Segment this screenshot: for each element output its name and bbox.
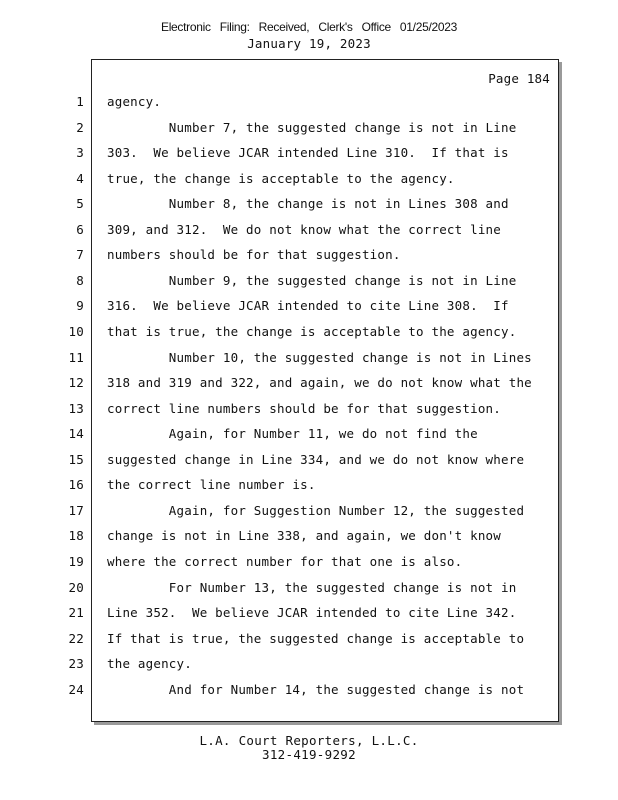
transcript-line [0, 503, 618, 523]
line-number: 10 [68, 324, 84, 339]
line-number: 23 [68, 656, 84, 672]
transcript-line [0, 580, 618, 600]
line-number: 13 [68, 400, 84, 416]
line-number: 18 [68, 528, 84, 544]
line-text: change is not in Line 338, and again, we don't know [107, 528, 502, 544]
line-text: correct line numbers should be for that suggestion. [107, 400, 502, 416]
transcript-line [0, 554, 618, 574]
line-text: numbers should be for that suggestion. [107, 247, 401, 263]
transcript-line [0, 682, 618, 702]
line-text: Again, for Suggestion Number 12, the suggested [107, 502, 525, 518]
line-number: 6 [76, 221, 84, 237]
filing-stamp: Electronic Filing: Received, Clerk's Office 01/25/2023 [160, 20, 457, 34]
transcript-line [0, 605, 618, 625]
line-text: 318 and 319 and 322, and again, we do not know what the [107, 375, 532, 391]
transcript-line [0, 477, 618, 497]
transcript-line [0, 196, 618, 216]
transcript-line [0, 298, 618, 318]
transcript-line [0, 324, 618, 344]
line-number: 22 [68, 630, 84, 646]
transcript-line [0, 375, 618, 395]
transcript-date: January 19, 2023 [247, 36, 371, 51]
line-text: If that is true, the suggested change is acceptable to [107, 630, 525, 646]
line-number: 1 [76, 94, 84, 109]
transcript-line [0, 222, 618, 242]
transcript-line [0, 350, 618, 370]
court-reporter-name: L.A. Court Reporters, L.L.C. [199, 733, 419, 748]
court-reporter-phone: 312-419-9292 [262, 747, 356, 762]
line-number: 17 [68, 502, 84, 518]
line-number: 3 [76, 145, 84, 161]
line-number: 14 [68, 426, 84, 442]
line-text: Number 9, the suggested change is not in Line [107, 272, 517, 288]
transcript-line [0, 631, 618, 651]
line-text: that is true, the change is acceptable to the agency. [107, 324, 517, 339]
line-number: 20 [68, 579, 84, 595]
line-number: 9 [76, 298, 84, 314]
line-number: 19 [68, 553, 84, 569]
line-text: where the correct number for that one is also. [107, 553, 463, 569]
transcript-line [0, 452, 618, 472]
line-text: suggested change in Line 334, and we do not know where [107, 451, 525, 467]
line-text: 303. We believe JCAR intended Line 310. If that is [107, 145, 509, 161]
transcript-line [0, 401, 618, 421]
line-number: 11 [68, 349, 84, 365]
line-text: Again, for Number 11, we do not find the [107, 426, 478, 442]
line-text: agency. [107, 94, 162, 109]
page-number: Page 184 [488, 71, 550, 86]
line-text: For Number 13, the suggested change is not in [107, 579, 517, 595]
line-text: 309, and 312. We do not know what the correct line [107, 221, 502, 237]
line-number: 4 [76, 170, 84, 186]
transcript-line [0, 273, 618, 293]
line-text: the agency. [107, 656, 192, 672]
line-text: true, the change is acceptable to the agency. [107, 170, 455, 186]
line-text: Number 7, the suggested change is not in Line [107, 119, 517, 135]
transcript-line [0, 528, 618, 548]
line-number: 16 [68, 477, 84, 493]
line-text: And for Number 14, the suggested change is not [107, 681, 525, 697]
line-number: 21 [68, 605, 84, 620]
line-text: Number 10, the suggested change is not in Lines [107, 349, 532, 365]
transcript-line [0, 171, 618, 191]
line-number: 15 [68, 451, 84, 467]
line-number: 8 [76, 272, 84, 288]
line-text: Line 352. We believe JCAR intended to cite Line 342. [107, 605, 517, 620]
transcript-line [0, 426, 618, 446]
transcript-line [0, 94, 618, 114]
transcript-line [0, 656, 618, 676]
line-text: 316. We believe JCAR intended to cite Line 308. If [107, 298, 509, 314]
transcript-line [0, 120, 618, 140]
transcript-line [0, 247, 618, 267]
transcript-line [0, 145, 618, 165]
line-number: 7 [76, 247, 84, 263]
line-text: Number 8, the change is not in Lines 308 and [107, 196, 509, 212]
line-number: 12 [68, 375, 84, 391]
line-text: the correct line number is. [107, 477, 316, 493]
line-number: 2 [76, 119, 84, 135]
line-number: 24 [68, 681, 84, 697]
line-number: 5 [76, 196, 84, 212]
